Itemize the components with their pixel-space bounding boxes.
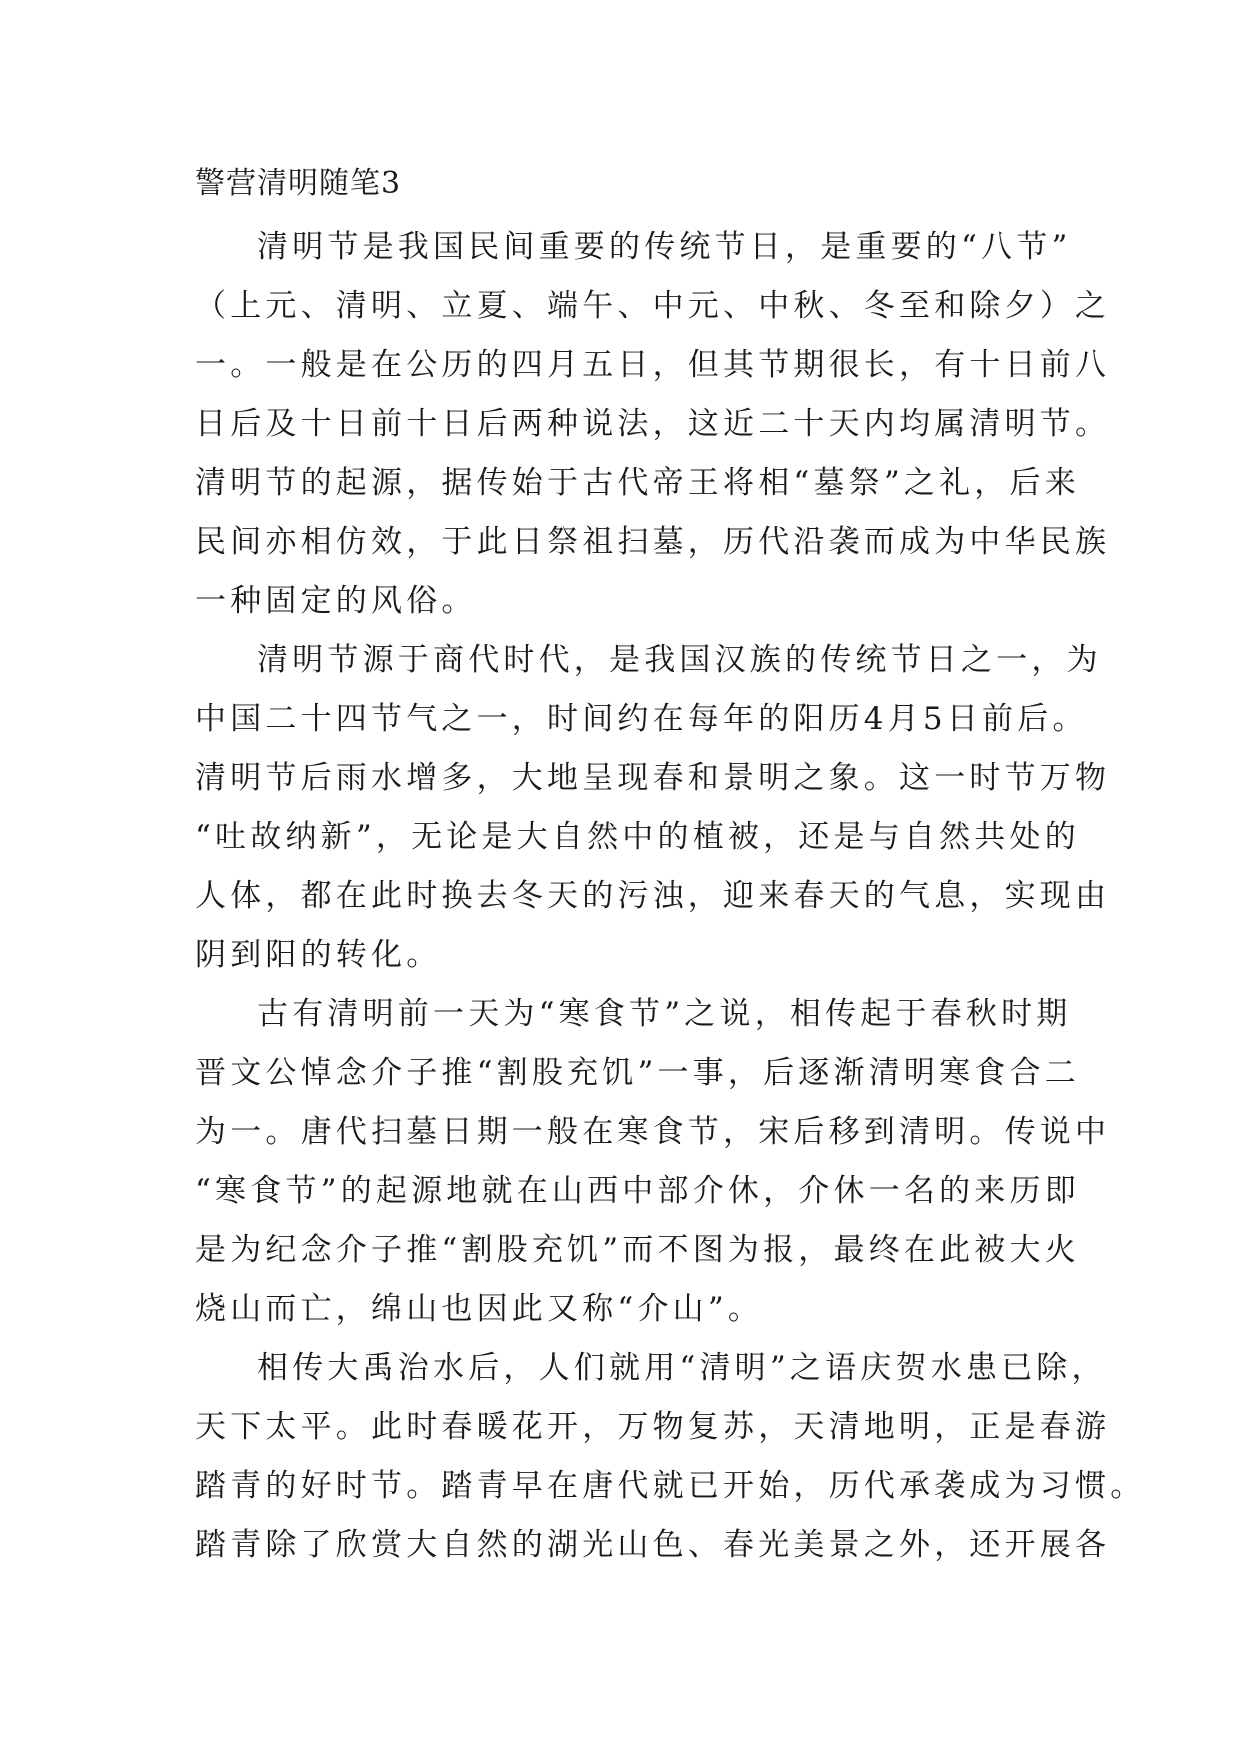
text-line: 烧山而亡，绵山也因此又称“介山”。 — [195, 1291, 764, 1327]
text-line: 中国二十四节气之一，时间约在每年的阳历4月5日前后。 — [195, 701, 1088, 737]
text-line: 清明节是我国民间重要的传统节日，是重要的“八节” — [257, 229, 1072, 265]
paragraph-3 — [195, 985, 1111, 1339]
text-line: “吐故纳新”，无论是大自然中的植被，还是与自然共处的 — [195, 819, 1080, 855]
text-line: 阴到阳的转化。 — [195, 937, 442, 973]
text-line: 是为纪念介子推“割股充饥”而不图为报，最终在此被大火 — [195, 1232, 1080, 1268]
text-line: 民间亦相仿效，于此日祭祖扫墓，历代沿袭而成为中华民族 — [195, 524, 1111, 560]
text-line: 清明节源于商代时代，是我国汉族的传统节日之一，为 — [257, 642, 1102, 678]
document-title: 警营清明随笔3 — [195, 166, 402, 201]
paragraph-2 — [195, 631, 1111, 985]
text-line: “寒食节”的起源地就在山西中部介休，介休一名的来历即 — [195, 1173, 1080, 1209]
text-line: 晋文公悼念介子推“割股充饥”一事，后逐渐清明寒食合二 — [195, 1055, 1080, 1091]
text-line: 日后及十日前十日后两种说法，这近二十天内均属清明节。 — [195, 406, 1111, 442]
paragraph-4 — [195, 1339, 1146, 1575]
text-line: 为一。唐代扫墓日期一般在寒食节，宋后移到清明。传说中 — [195, 1114, 1111, 1150]
text-line: 相传大禹治水后，人们就用“清明”之语庆贺水患已除， — [257, 1350, 1107, 1386]
text-line: 古有清明前一天为“寒食节”之说，相传起于春秋时期 — [257, 996, 1072, 1032]
text-line: 踏青的好时节。踏青早在唐代就已开始，历代承袭成为习惯。 — [195, 1468, 1146, 1504]
document-body — [195, 162, 1146, 1575]
text-line: 一种固定的风俗。 — [195, 583, 477, 619]
text-line: 天下太平。此时春暖花开，万物复苏，天清地明，正是春游 — [195, 1409, 1111, 1445]
text-line: 清明节后雨水增多，大地呈现春和景明之象。这一时节万物 — [195, 760, 1111, 796]
text-line: 踏青除了欣赏大自然的湖光山色、春光美景之外，还开展各 — [195, 1527, 1111, 1563]
text-line: 一。一般是在公历的四月五日，但其节期很长，有十日前八 — [195, 347, 1111, 383]
text-line: 人体，都在此时换去冬天的污浊，迎来春天的气息，实现由 — [195, 878, 1111, 914]
text-line: 清明节的起源，据传始于古代帝王将相“墓祭”之礼，后来 — [195, 465, 1080, 501]
text-line: （上元、清明、立夏、端午、中元、中秋、冬至和除夕）之 — [195, 288, 1111, 324]
paragraph-1 — [195, 218, 1111, 631]
